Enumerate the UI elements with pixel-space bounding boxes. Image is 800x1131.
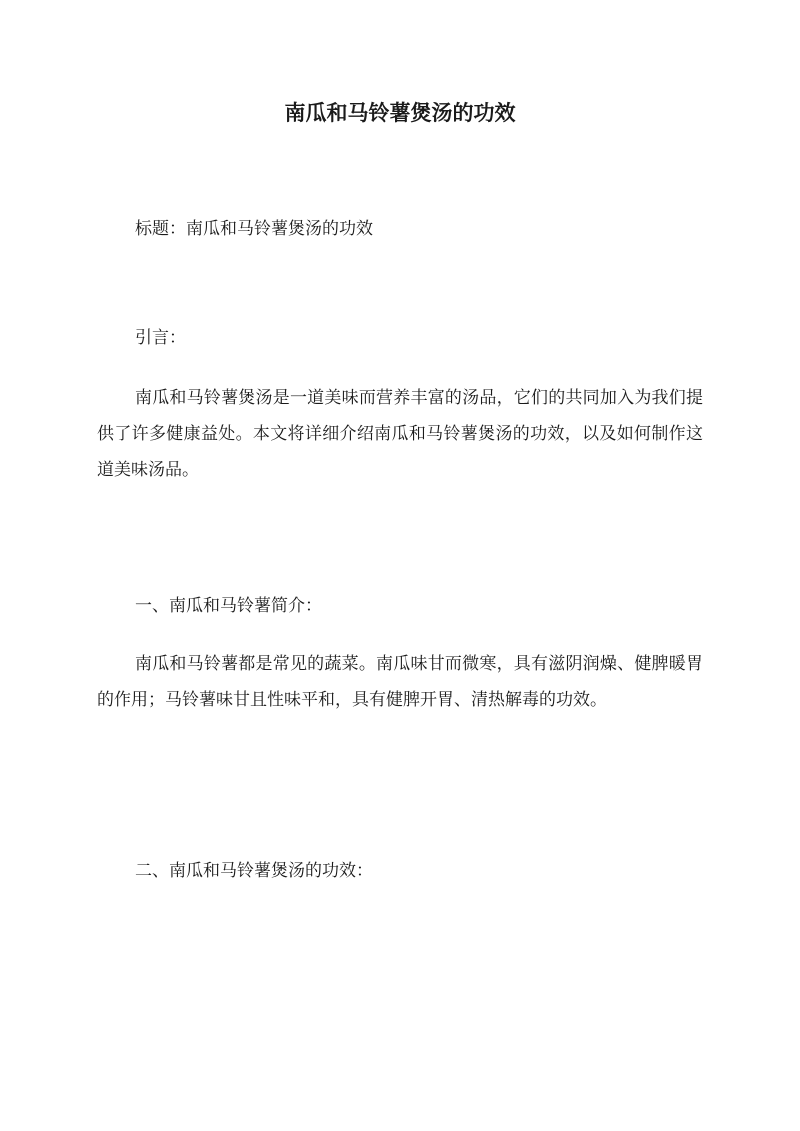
title-line: 标题：南瓜和马铃薯煲汤的功效	[135, 219, 373, 239]
section1-heading: 一、南瓜和马铃薯简介：	[135, 596, 322, 616]
section1-paragraph: 南瓜和马铃薯都是常见的蔬菜。南瓜味甘而微寒，具有滋阴润燥、健脾暖胃的作用；马铃薯味甘且性味平和，具有健脾开胃、清热解毒的功效。	[97, 654, 703, 710]
intro-heading: 引言：	[135, 328, 186, 348]
section2-heading: 二、南瓜和马铃薯煲汤的功效：	[135, 861, 373, 881]
intro-paragraph: 南瓜和马铃薯煲汤是一道美味而营养丰富的汤品，它们的共同加入为我们提供了许多健康益处。本文将详细介绍南瓜和马铃薯煲汤的功效，以及如何制作这道美味汤品。	[97, 388, 703, 480]
document-title: 南瓜和马铃薯煲汤的功效	[284, 100, 516, 125]
